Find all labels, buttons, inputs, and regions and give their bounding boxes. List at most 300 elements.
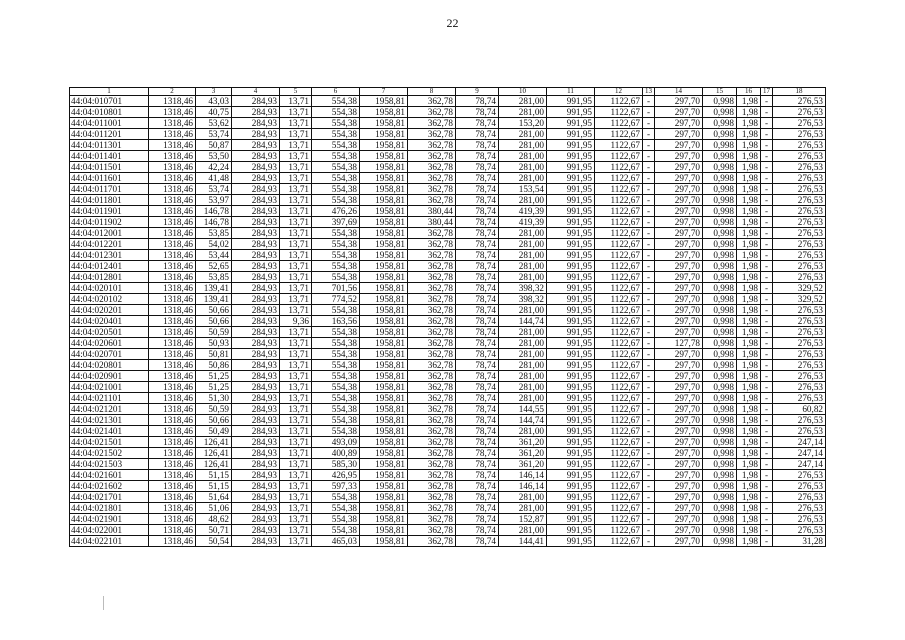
table-cell: 284,93 [232, 217, 280, 228]
table-cell: 1958,81 [360, 338, 408, 349]
table-cell: 1122,67 [595, 261, 643, 272]
table-cell: 361,20 [499, 448, 547, 459]
table-cell: 78,74 [456, 459, 499, 470]
table-cell: 284,93 [232, 448, 280, 459]
table-cell: 1122,67 [595, 382, 643, 393]
table-cell: 0,998 [703, 338, 737, 349]
table-cell: 1958,81 [360, 481, 408, 492]
table-cell: 247,14 [773, 448, 826, 459]
table-cell: 362,78 [408, 525, 456, 536]
table-cell: - [643, 239, 655, 250]
table-cell: 1318,46 [149, 492, 196, 503]
table-cell: 297,70 [655, 173, 703, 184]
table-cell: 1122,67 [595, 470, 643, 481]
table-cell: 1958,81 [360, 327, 408, 338]
table-cell: 281,00 [499, 305, 547, 316]
table-cell: 362,78 [408, 514, 456, 525]
table-cell: 50,71 [196, 525, 232, 536]
table-cell: 0,998 [703, 217, 737, 228]
table-cell: 78,74 [456, 481, 499, 492]
table-cell: 1,98 [737, 305, 761, 316]
table-cell: 554,38 [312, 96, 360, 107]
table-cell: 1958,81 [360, 536, 408, 547]
table-cell: 284,93 [232, 503, 280, 514]
table-cell: 284,93 [232, 195, 280, 206]
table-cell: 1,98 [737, 514, 761, 525]
table-cell: 78,74 [456, 415, 499, 426]
table-cell: - [761, 415, 773, 426]
table-cell: 0,998 [703, 393, 737, 404]
table-cell: 297,70 [655, 415, 703, 426]
table-row [70, 316, 826, 327]
table-cell: 1,98 [737, 217, 761, 228]
table-cell: 284,93 [232, 415, 280, 426]
table-row [70, 173, 826, 184]
table-cell: - [761, 195, 773, 206]
table-row [70, 250, 826, 261]
table-cell: 991,95 [547, 393, 595, 404]
table-cell: 362,78 [408, 349, 456, 360]
table-cell: 1958,81 [360, 239, 408, 250]
cadastral-number-cell: 44:04:020401 [70, 316, 149, 327]
cadastral-number-cell: 44:04:010701 [70, 96, 149, 107]
table-cell: - [761, 327, 773, 338]
table-cell: 1122,67 [595, 316, 643, 327]
table-cell: 284,93 [232, 492, 280, 503]
table-cell: 1,98 [737, 272, 761, 283]
table-cell: 78,74 [456, 294, 499, 305]
table-cell: - [643, 195, 655, 206]
table-cell: 1958,81 [360, 118, 408, 129]
table-cell: 297,70 [655, 283, 703, 294]
table-cell: 1,98 [737, 96, 761, 107]
table-cell: 297,70 [655, 294, 703, 305]
table-cell: 276,53 [773, 415, 826, 426]
table-cell: 13,71 [280, 239, 312, 250]
table-cell: 13,71 [280, 283, 312, 294]
table-cell: 1318,46 [149, 294, 196, 305]
table-cell: 13,71 [280, 481, 312, 492]
table-cell: 0,998 [703, 151, 737, 162]
table-cell: 362,78 [408, 338, 456, 349]
table-cell: 0,998 [703, 349, 737, 360]
table-cell: 362,78 [408, 470, 456, 481]
table-cell: 701,56 [312, 283, 360, 294]
table-cell: 276,53 [773, 349, 826, 360]
table-cell: 554,38 [312, 184, 360, 195]
table-cell: 54,02 [196, 239, 232, 250]
table-cell: 0,998 [703, 316, 737, 327]
table-cell: - [643, 525, 655, 536]
table-cell: - [643, 360, 655, 371]
table-cell: - [643, 162, 655, 173]
table-cell: 284,93 [232, 129, 280, 140]
table-cell: 297,70 [655, 118, 703, 129]
table-cell: 276,53 [773, 503, 826, 514]
table-cell: - [761, 294, 773, 305]
table-cell: 1318,46 [149, 393, 196, 404]
table-row [70, 283, 826, 294]
table-cell: 40,75 [196, 107, 232, 118]
table-cell: - [643, 426, 655, 437]
table-cell: 284,93 [232, 305, 280, 316]
table-cell: 281,00 [499, 382, 547, 393]
table-cell: 13,71 [280, 525, 312, 536]
table-cell: 0,998 [703, 261, 737, 272]
table-cell: - [761, 503, 773, 514]
table-cell: - [761, 239, 773, 250]
column-header: 4 [232, 88, 280, 96]
table-cell: 144,74 [499, 316, 547, 327]
table-cell: - [643, 459, 655, 470]
table-cell: 362,78 [408, 294, 456, 305]
table-cell: 554,38 [312, 492, 360, 503]
table-cell: 362,78 [408, 305, 456, 316]
table-cell: - [761, 173, 773, 184]
table-cell: 13,71 [280, 140, 312, 151]
data-table [69, 87, 826, 547]
table-cell: 281,00 [499, 327, 547, 338]
cadastral-number-cell: 44:04:021502 [70, 448, 149, 459]
table-cell: 297,70 [655, 503, 703, 514]
table-cell: 281,00 [499, 426, 547, 437]
table-cell: 362,78 [408, 426, 456, 437]
table-cell: 1,98 [737, 261, 761, 272]
table-cell: 146,78 [196, 206, 232, 217]
table-cell: 1,98 [737, 525, 761, 536]
table-cell: 554,38 [312, 272, 360, 283]
table-cell: 1958,81 [360, 184, 408, 195]
table-cell: 50,54 [196, 536, 232, 547]
table-cell: 991,95 [547, 459, 595, 470]
table-cell: - [761, 360, 773, 371]
table-cell: 1122,67 [595, 426, 643, 437]
table-row [70, 107, 826, 118]
table-cell: 284,93 [232, 481, 280, 492]
table-cell: 276,53 [773, 107, 826, 118]
table-cell: 297,70 [655, 129, 703, 140]
table-cell: 78,74 [456, 404, 499, 415]
table-cell: 991,95 [547, 239, 595, 250]
table-cell: 991,95 [547, 184, 595, 195]
table-cell: - [643, 327, 655, 338]
table-cell: - [643, 173, 655, 184]
table-cell: 284,93 [232, 184, 280, 195]
cadastral-number-cell: 44:04:021301 [70, 415, 149, 426]
table-cell: 1,98 [737, 184, 761, 195]
table-cell: 1958,81 [360, 349, 408, 360]
table-cell: 0,998 [703, 107, 737, 118]
table-cell: 0,998 [703, 250, 737, 261]
table-cell: - [643, 404, 655, 415]
table-cell: 991,95 [547, 492, 595, 503]
table-cell: 1958,81 [360, 283, 408, 294]
table-cell: 991,95 [547, 283, 595, 294]
table-cell: 281,00 [499, 261, 547, 272]
table-cell: - [761, 536, 773, 547]
table-cell: 1122,67 [595, 536, 643, 547]
column-header: 2 [149, 88, 196, 96]
table-cell: 1318,46 [149, 503, 196, 514]
table-cell: 1318,46 [149, 217, 196, 228]
table-row [70, 305, 826, 316]
column-header: 9 [456, 88, 499, 96]
table-cell: 329,52 [773, 283, 826, 294]
table-cell: 13,71 [280, 305, 312, 316]
table-cell: 281,00 [499, 371, 547, 382]
table-cell: 1318,46 [149, 371, 196, 382]
table-cell: 554,38 [312, 195, 360, 206]
table-row [70, 349, 826, 360]
table-cell: 1318,46 [149, 162, 196, 173]
table-cell: - [761, 206, 773, 217]
table-row [70, 217, 826, 228]
table-cell: 0,998 [703, 371, 737, 382]
table-cell: - [761, 481, 773, 492]
column-header: 1 [70, 88, 149, 96]
table-cell: 419,39 [499, 217, 547, 228]
table-cell: 554,38 [312, 250, 360, 261]
table-cell: 53,74 [196, 184, 232, 195]
table-cell: 0,998 [703, 305, 737, 316]
table-cell: 1,98 [737, 140, 761, 151]
table-cell: - [761, 459, 773, 470]
table-cell: 297,70 [655, 305, 703, 316]
column-header: 18 [773, 88, 826, 96]
table-cell: 78,74 [456, 316, 499, 327]
table-row [70, 514, 826, 525]
table-cell: 276,53 [773, 514, 826, 525]
table-cell: 362,78 [408, 415, 456, 426]
cadastral-number-cell: 44:04:021501 [70, 437, 149, 448]
table-cell: 426,95 [312, 470, 360, 481]
table-cell: 276,53 [773, 173, 826, 184]
table-cell: 284,93 [232, 261, 280, 272]
table-cell: 139,41 [196, 294, 232, 305]
table-cell: 78,74 [456, 327, 499, 338]
table-cell: 398,32 [499, 283, 547, 294]
table-cell: 1,98 [737, 426, 761, 437]
table-cell: 1318,46 [149, 250, 196, 261]
table-cell: 1122,67 [595, 129, 643, 140]
table-cell: 1122,67 [595, 195, 643, 206]
table-cell: - [761, 140, 773, 151]
table-cell: 362,78 [408, 173, 456, 184]
table-cell: 1122,67 [595, 525, 643, 536]
table-cell: - [643, 140, 655, 151]
table-cell: 0,998 [703, 206, 737, 217]
table-cell: 1,98 [737, 382, 761, 393]
table-cell: 991,95 [547, 195, 595, 206]
table-cell: 51,15 [196, 481, 232, 492]
table-cell: 126,41 [196, 459, 232, 470]
table-cell: 297,70 [655, 96, 703, 107]
table-row [70, 151, 826, 162]
cadastral-number-cell: 44:04:021901 [70, 514, 149, 525]
table-cell: 281,00 [499, 140, 547, 151]
table-cell: 284,93 [232, 173, 280, 184]
table-cell: 276,53 [773, 327, 826, 338]
table-cell: 1,98 [737, 371, 761, 382]
table-cell: 554,38 [312, 514, 360, 525]
table-cell: 276,53 [773, 371, 826, 382]
column-header: 8 [408, 88, 456, 96]
table-cell: 991,95 [547, 481, 595, 492]
column-header: 14 [655, 88, 703, 96]
table-cell: 1122,67 [595, 481, 643, 492]
table-cell: 51,25 [196, 382, 232, 393]
table-cell: 1122,67 [595, 140, 643, 151]
table-cell: 1958,81 [360, 305, 408, 316]
table-cell: 362,78 [408, 404, 456, 415]
table-cell: 329,52 [773, 294, 826, 305]
table-row [70, 272, 826, 283]
table-cell: 991,95 [547, 250, 595, 261]
cadastral-number-cell: 44:04:011301 [70, 140, 149, 151]
table-cell: 276,53 [773, 360, 826, 371]
table-cell: 554,38 [312, 415, 360, 426]
table-cell: 362,78 [408, 437, 456, 448]
table-cell: 1318,46 [149, 415, 196, 426]
table-cell: 0,998 [703, 283, 737, 294]
table-cell: 0,998 [703, 448, 737, 459]
table-cell: 78,74 [456, 107, 499, 118]
table-cell: 60,82 [773, 404, 826, 415]
table-cell: 284,93 [232, 514, 280, 525]
table-cell: - [761, 514, 773, 525]
table-cell: - [761, 107, 773, 118]
table-cell: 554,38 [312, 107, 360, 118]
table-cell: - [761, 184, 773, 195]
table-cell: 126,41 [196, 448, 232, 459]
table-cell: 1958,81 [360, 294, 408, 305]
table-cell: 1318,46 [149, 107, 196, 118]
table-cell: 78,74 [456, 162, 499, 173]
table-cell: 13,71 [280, 437, 312, 448]
table-cell: 1,98 [737, 173, 761, 184]
table-cell: 1122,67 [595, 349, 643, 360]
table-cell: 53,62 [196, 118, 232, 129]
table-row [70, 261, 826, 272]
table-cell: 281,00 [499, 107, 547, 118]
table-cell: 297,70 [655, 327, 703, 338]
table-cell: 1318,46 [149, 316, 196, 327]
table-cell: 281,00 [499, 393, 547, 404]
table-cell: 991,95 [547, 272, 595, 283]
table-cell: 554,38 [312, 371, 360, 382]
table-cell: 362,78 [408, 107, 456, 118]
table-cell: 53,50 [196, 151, 232, 162]
table-cell: - [761, 404, 773, 415]
table-cell: 0,998 [703, 173, 737, 184]
table-cell: - [761, 162, 773, 173]
table-cell: 1318,46 [149, 437, 196, 448]
table-cell: 78,74 [456, 448, 499, 459]
table-cell: 297,70 [655, 360, 703, 371]
table-cell: 284,93 [232, 525, 280, 536]
table-cell: 1318,46 [149, 173, 196, 184]
table-cell: 362,78 [408, 371, 456, 382]
table-cell: 276,53 [773, 481, 826, 492]
table-cell: 1,98 [737, 459, 761, 470]
table-cell: 1318,46 [149, 239, 196, 250]
table-cell: 0,998 [703, 514, 737, 525]
table-cell: 284,93 [232, 162, 280, 173]
table-cell: 380,44 [408, 206, 456, 217]
table-cell: 1,98 [737, 492, 761, 503]
table-row [70, 206, 826, 217]
table-cell: - [643, 382, 655, 393]
table-cell: 13,71 [280, 151, 312, 162]
table-cell: 1958,81 [360, 382, 408, 393]
table-cell: 1122,67 [595, 492, 643, 503]
table-cell: 276,53 [773, 195, 826, 206]
table-cell: 78,74 [456, 239, 499, 250]
table-cell: 1,98 [737, 107, 761, 118]
table-cell: 1,98 [737, 195, 761, 206]
table-cell: - [643, 371, 655, 382]
table-row [70, 393, 826, 404]
table-cell: 397,69 [312, 217, 360, 228]
scan-mark [103, 596, 104, 610]
table-cell: 991,95 [547, 162, 595, 173]
table-row [70, 129, 826, 140]
table-cell: 1122,67 [595, 305, 643, 316]
table-cell: - [761, 393, 773, 404]
table-cell: 1122,67 [595, 250, 643, 261]
cadastral-number-cell: 44:04:021101 [70, 393, 149, 404]
table-cell: 1958,81 [360, 360, 408, 371]
table-cell: 0,998 [703, 536, 737, 547]
cadastral-number-cell: 44:04:011601 [70, 173, 149, 184]
table-cell: 13,71 [280, 492, 312, 503]
table-cell: 554,38 [312, 404, 360, 415]
table-cell: 1958,81 [360, 107, 408, 118]
table-cell: - [643, 316, 655, 327]
cadastral-number-cell: 44:04:021201 [70, 404, 149, 415]
table-cell: 465,03 [312, 536, 360, 547]
table-cell: 51,06 [196, 503, 232, 514]
table-cell: 1318,46 [149, 525, 196, 536]
table-cell: 554,38 [312, 305, 360, 316]
table-cell: 362,78 [408, 195, 456, 206]
table-cell: 13,71 [280, 349, 312, 360]
table-cell: - [643, 448, 655, 459]
table-cell: 281,00 [499, 195, 547, 206]
table-cell: 1122,67 [595, 228, 643, 239]
table-cell: 281,00 [499, 525, 547, 536]
table-cell: - [761, 470, 773, 481]
table-cell: 362,78 [408, 118, 456, 129]
table-cell: 0,998 [703, 96, 737, 107]
table-cell: 284,93 [232, 96, 280, 107]
table-cell: 297,70 [655, 525, 703, 536]
table-cell: 53,44 [196, 250, 232, 261]
table-cell: 144,55 [499, 404, 547, 415]
table-cell: 284,93 [232, 371, 280, 382]
table-cell: 362,78 [408, 360, 456, 371]
table-cell: 362,78 [408, 393, 456, 404]
table-cell: 281,00 [499, 96, 547, 107]
table-cell: 597,33 [312, 481, 360, 492]
table-cell: - [761, 371, 773, 382]
table-cell: 281,00 [499, 239, 547, 250]
table-cell: 554,38 [312, 525, 360, 536]
table-cell: 78,74 [456, 228, 499, 239]
table-cell: 362,78 [408, 228, 456, 239]
table-cell: - [761, 272, 773, 283]
table-cell: 297,70 [655, 536, 703, 547]
